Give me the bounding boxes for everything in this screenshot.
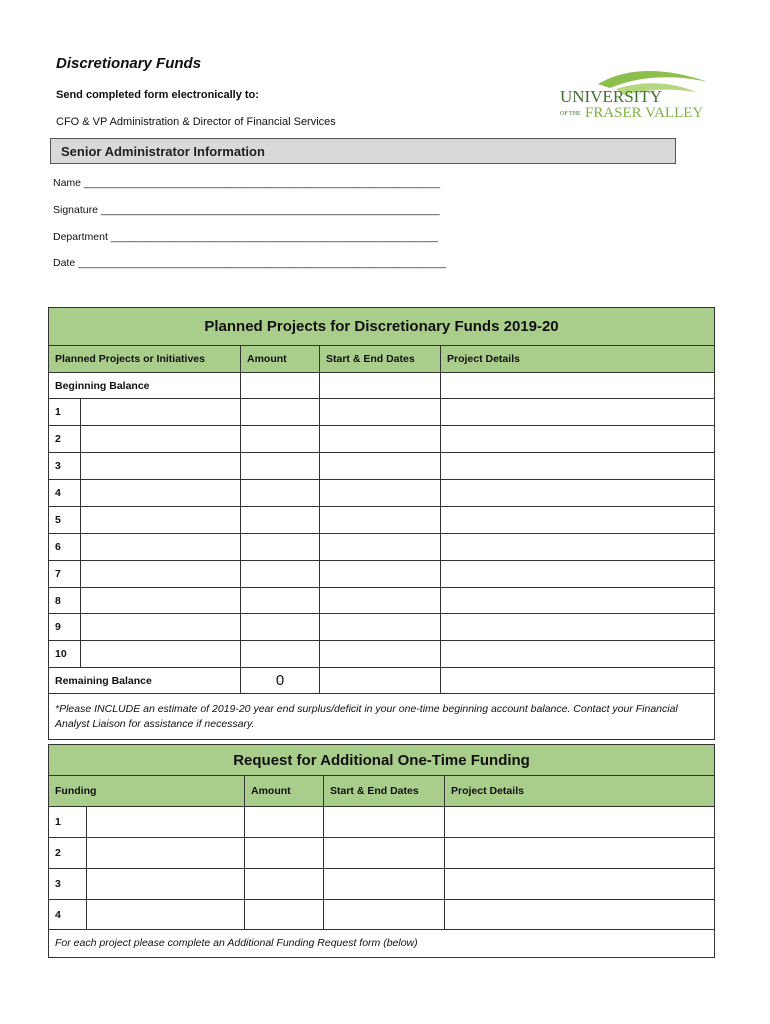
- name-field[interactable]: Name _____________________________________________________________: [53, 177, 441, 189]
- row-number: 2: [49, 426, 81, 453]
- project-cell[interactable]: [81, 480, 241, 507]
- table-row: [49, 561, 715, 588]
- details-cell[interactable]: [441, 453, 715, 480]
- dates-cell[interactable]: [320, 453, 441, 480]
- col-header-dates: Start & End Dates: [324, 776, 445, 807]
- details-cell[interactable]: [441, 507, 715, 534]
- funding-cell[interactable]: [87, 838, 245, 869]
- dates-cell[interactable]: [320, 534, 441, 561]
- amount-cell[interactable]: [241, 561, 320, 588]
- row-number: 5: [49, 507, 81, 534]
- details-cell[interactable]: [441, 641, 715, 668]
- table-row: [49, 869, 715, 900]
- dates-cell[interactable]: [320, 507, 441, 534]
- logo-line2: FRASER VALLEY: [585, 105, 704, 121]
- row-number: 1: [49, 807, 87, 838]
- dates-cell[interactable]: [320, 588, 441, 614]
- university-logo: [558, 68, 710, 124]
- table-row: [49, 588, 715, 614]
- logo-of-the: OF THE: [560, 111, 581, 117]
- row-number: 4: [49, 480, 81, 507]
- row-number: 2: [49, 838, 87, 869]
- form-title: Discretionary Funds: [56, 55, 202, 72]
- dates-cell[interactable]: [320, 373, 441, 399]
- col-header-dates: Start & End Dates: [320, 346, 441, 373]
- table-row: [49, 480, 715, 507]
- amount-cell[interactable]: [241, 453, 320, 480]
- details-cell[interactable]: [441, 480, 715, 507]
- row-number: 6: [49, 534, 81, 561]
- dates-cell[interactable]: [320, 399, 441, 426]
- amount-cell[interactable]: [245, 838, 324, 869]
- planned-projects-table: [48, 307, 715, 740]
- project-cell[interactable]: [81, 534, 241, 561]
- dates-cell[interactable]: [324, 838, 445, 869]
- beginning-balance-label: Beginning Balance: [49, 373, 241, 399]
- col-header-details: Project Details: [441, 346, 715, 373]
- table-row: [49, 453, 715, 480]
- details-cell[interactable]: [441, 614, 715, 641]
- amount-cell[interactable]: [241, 614, 320, 641]
- row-number: 7: [49, 561, 81, 588]
- date-field[interactable]: Date _______________________________________________________________: [53, 257, 446, 269]
- amount-cell[interactable]: [245, 807, 324, 838]
- funding-cell[interactable]: [87, 900, 245, 930]
- send-instruction: Send completed form electronically to:: [56, 89, 259, 101]
- dates-cell[interactable]: [320, 426, 441, 453]
- col-header-amount: Amount: [245, 776, 324, 807]
- table-row: [49, 641, 715, 668]
- dates-cell[interactable]: [320, 480, 441, 507]
- senior-admin-heading: Senior Administrator Information: [50, 138, 676, 164]
- project-cell[interactable]: [81, 614, 241, 641]
- table-row: [49, 507, 715, 534]
- additional-funding-note: For each project please complete an Additional Funding Request form (below): [49, 930, 715, 958]
- col-header-amount: Amount: [241, 346, 320, 373]
- row-number: 3: [49, 869, 87, 900]
- department-field[interactable]: Department ________________________________________________________: [53, 231, 438, 243]
- col-header-funding: Funding: [49, 776, 245, 807]
- amount-cell[interactable]: [241, 588, 320, 614]
- details-cell[interactable]: [441, 373, 715, 399]
- logo-line1: UNIVERSITY: [560, 87, 662, 106]
- remaining-balance-label: Remaining Balance: [49, 668, 241, 694]
- planned-projects-note: *Please INCLUDE an estimate of 2019-20 year end surplus/deficit in your one-time beginning account balance. Contact your Financial Analyst Liaison for assistance if necessary.: [49, 694, 715, 740]
- row-number: 8: [49, 588, 81, 614]
- table-row: [49, 399, 715, 426]
- amount-cell[interactable]: [241, 641, 320, 668]
- details-cell[interactable]: [445, 900, 715, 930]
- details-cell[interactable]: [445, 807, 715, 838]
- project-cell[interactable]: [81, 588, 241, 614]
- amount-cell[interactable]: [241, 480, 320, 507]
- project-cell[interactable]: [81, 453, 241, 480]
- funding-cell[interactable]: [87, 869, 245, 900]
- project-cell[interactable]: [81, 426, 241, 453]
- table-row: [49, 900, 715, 930]
- project-cell[interactable]: [81, 641, 241, 668]
- leaf-swoosh-icon: [558, 68, 710, 124]
- dates-cell[interactable]: [320, 614, 441, 641]
- funding-cell[interactable]: [87, 807, 245, 838]
- col-header-details: Project Details: [445, 776, 715, 807]
- amount-cell[interactable]: [245, 900, 324, 930]
- details-cell[interactable]: [441, 668, 715, 694]
- project-cell[interactable]: [81, 561, 241, 588]
- row-number: 4: [49, 900, 87, 930]
- details-cell[interactable]: [445, 869, 715, 900]
- dates-cell[interactable]: [324, 869, 445, 900]
- details-cell[interactable]: [441, 399, 715, 426]
- table-row: [49, 838, 715, 869]
- additional-funding-title: Request for Additional One-Time Funding: [49, 745, 715, 776]
- table-row: [49, 614, 715, 641]
- amount-cell[interactable]: [241, 373, 320, 399]
- row-number: 9: [49, 614, 81, 641]
- details-cell[interactable]: [441, 426, 715, 453]
- project-cell[interactable]: [81, 399, 241, 426]
- details-cell[interactable]: [445, 838, 715, 869]
- details-cell[interactable]: [441, 561, 715, 588]
- table-row: [49, 807, 715, 838]
- project-cell[interactable]: [81, 507, 241, 534]
- dates-cell[interactable]: [324, 900, 445, 930]
- dates-cell[interactable]: [324, 807, 445, 838]
- planned-projects-title: Planned Projects for Discretionary Funds 2019-20: [49, 308, 715, 346]
- amount-cell[interactable]: [241, 399, 320, 426]
- table-row: [49, 534, 715, 561]
- dates-cell[interactable]: [320, 561, 441, 588]
- details-cell[interactable]: [441, 588, 715, 614]
- details-cell[interactable]: [441, 534, 715, 561]
- amount-cell[interactable]: [241, 534, 320, 561]
- additional-funding-table: [48, 744, 715, 958]
- recipients-text: CFO & VP Administration & Director of Financial Services: [56, 116, 336, 128]
- remaining-balance-value[interactable]: 0: [241, 668, 320, 694]
- dates-cell[interactable]: [320, 641, 441, 668]
- col-header-projects: Planned Projects or Initiatives: [49, 346, 241, 373]
- row-number: 3: [49, 453, 81, 480]
- row-number: 1: [49, 399, 81, 426]
- beginning-balance-row: [49, 373, 715, 399]
- table-row: [49, 426, 715, 453]
- signature-field[interactable]: Signature __________________________________________________________: [53, 204, 440, 216]
- amount-cell[interactable]: [241, 507, 320, 534]
- row-number: 10: [49, 641, 81, 668]
- amount-cell[interactable]: [245, 869, 324, 900]
- amount-cell[interactable]: [241, 426, 320, 453]
- dates-cell[interactable]: [320, 668, 441, 694]
- remaining-balance-row: [49, 668, 715, 694]
